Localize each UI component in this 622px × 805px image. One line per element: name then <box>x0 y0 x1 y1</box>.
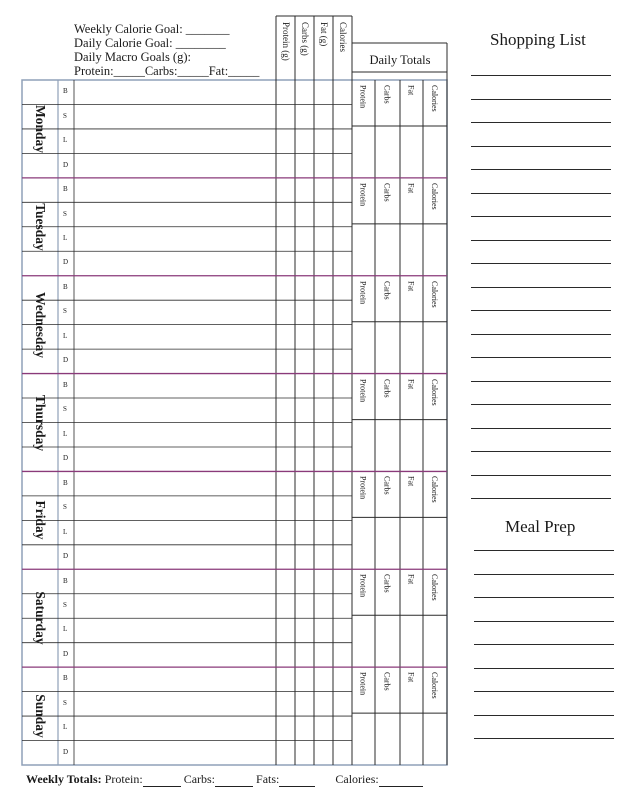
day-name-wednesday: Wednesday <box>33 291 48 358</box>
meal-entry-field[interactable] <box>75 497 275 519</box>
shopping-list-line[interactable] <box>471 381 611 382</box>
meal-label: S <box>63 111 67 120</box>
meal-entry-field[interactable] <box>75 350 275 372</box>
daily-total-label: Fat <box>406 476 416 487</box>
meal-label: D <box>63 258 69 267</box>
meal-entry-field[interactable] <box>75 252 275 274</box>
daily-total-label: Carbs <box>382 476 392 496</box>
shopping-list-line[interactable] <box>471 75 611 76</box>
daily-total-label: Protein <box>358 574 368 598</box>
shopping-list-line[interactable] <box>471 169 611 170</box>
daily-macro-goals-label: Daily Macro Goals (g): <box>74 50 191 64</box>
daily-total-label: Carbs <box>382 672 392 691</box>
meal-entry-field[interactable] <box>75 326 275 348</box>
meal-entry-field[interactable] <box>75 105 275 127</box>
meal-entry-field[interactable] <box>75 130 275 152</box>
weekly-calories-field[interactable] <box>379 775 423 787</box>
daily-total-label: Carbs <box>382 378 392 398</box>
column-header: Carbs (g) <box>300 22 310 56</box>
weekly-calories-label: Calories: <box>335 772 379 786</box>
meal-prep-line[interactable] <box>474 597 614 598</box>
weekly-totals-label: Weekly Totals: <box>26 772 102 786</box>
meal-prep-line[interactable] <box>474 668 614 669</box>
day-name-monday: Monday <box>33 104 48 153</box>
meal-label: B <box>63 380 68 389</box>
meal-entry-field[interactable] <box>75 472 275 494</box>
shopping-list-line[interactable] <box>471 240 611 241</box>
meal-label: S <box>63 600 67 609</box>
macro-goal-fields[interactable]: Protein:_____Carbs:_____Fat:_____ <box>74 64 260 78</box>
shopping-list-line[interactable] <box>471 287 611 288</box>
day-name-thursday: Thursday <box>33 394 48 451</box>
meal-prep-line[interactable] <box>474 574 614 575</box>
meal-entry-field[interactable] <box>75 399 275 421</box>
daily-total-label: Calories <box>430 672 439 699</box>
meal-entry-field[interactable] <box>75 546 275 568</box>
day-name-saturday: Saturday <box>33 591 48 645</box>
column-header: Protein (g) <box>281 22 291 61</box>
daily-total-label: Carbs <box>382 574 392 593</box>
meal-label: L <box>63 331 68 340</box>
column-header: Fat (g) <box>319 22 329 47</box>
meal-label: D <box>63 454 69 463</box>
daily-total-label: Fat <box>406 85 416 96</box>
meal-entry-field[interactable] <box>75 375 275 397</box>
shopping-list-line[interactable] <box>471 263 611 264</box>
daily-total-label: Fat <box>406 182 416 194</box>
meal-entry-field[interactable] <box>75 424 275 446</box>
daily-total-label: Protein <box>358 280 368 304</box>
daily-total-label: Calories <box>430 574 439 601</box>
meal-entry-field[interactable] <box>75 81 275 103</box>
shopping-list-line[interactable] <box>471 193 611 194</box>
daily-total-label: Protein <box>358 85 368 109</box>
day-name-tuesday: Tuesday <box>33 203 48 251</box>
shopping-list-line[interactable] <box>471 475 611 476</box>
meal-prep-line[interactable] <box>474 715 614 716</box>
meal-label: L <box>63 527 68 536</box>
daily-total-label: Fat <box>406 378 416 389</box>
daily-total-label: Protein <box>358 476 368 500</box>
meal-entry-field[interactable] <box>75 154 275 176</box>
weekly-fats-label: Fats: <box>256 772 280 786</box>
meal-label: L <box>63 429 68 438</box>
meal-label: L <box>63 723 68 732</box>
daily-total-label: Fat <box>406 672 416 683</box>
meal-label: S <box>63 503 67 512</box>
shopping-list-line[interactable] <box>471 122 611 123</box>
meal-label: B <box>63 87 68 96</box>
daily-total-label: Protein <box>358 672 368 696</box>
shopping-list-line[interactable] <box>471 334 611 335</box>
daily-total-label: Protein <box>358 378 368 402</box>
daily-total-label: Carbs <box>382 182 392 202</box>
meal-prep-line[interactable] <box>474 691 614 692</box>
shopping-list-line[interactable] <box>471 310 611 311</box>
meal-entry-field[interactable] <box>75 179 275 201</box>
meal-prep-line[interactable] <box>474 550 614 551</box>
meal-label: S <box>63 405 67 414</box>
weekly-totals <box>26 772 423 787</box>
meal-label: D <box>63 356 69 365</box>
meal-entry-field[interactable] <box>75 570 275 592</box>
daily-totals-title: Daily Totals <box>369 53 431 67</box>
shopping-list-title: Shopping List <box>490 30 586 49</box>
meal-label: B <box>63 185 68 194</box>
meal-label: S <box>63 209 67 218</box>
column-header: Calories <box>338 22 348 52</box>
shopping-list-line[interactable] <box>471 146 611 147</box>
meal-label: S <box>63 698 67 707</box>
meal-label: B <box>63 478 68 487</box>
weekly-carbs-field[interactable] <box>215 775 253 787</box>
meal-label: D <box>63 747 69 756</box>
meal-entry-field[interactable] <box>75 717 275 739</box>
meal-label: L <box>63 234 68 243</box>
shopping-list-line[interactable] <box>471 451 611 452</box>
day-name-sunday: Sunday <box>33 694 48 738</box>
daily-total-label: Calories <box>430 182 439 210</box>
daily-total-label: Calories <box>430 378 439 406</box>
meal-prep-title: Meal Prep <box>505 517 576 536</box>
meal-label: L <box>63 625 68 634</box>
weekly-protein-label: Protein: <box>104 772 143 786</box>
daily-total-label: Fat <box>406 280 416 291</box>
shopping-list-line[interactable] <box>471 216 611 217</box>
meal-label: D <box>63 160 69 169</box>
meal-entry-field[interactable] <box>75 521 275 543</box>
meal-entry-field[interactable] <box>75 619 275 641</box>
meal-label: B <box>63 282 68 291</box>
meal-entry-field[interactable] <box>75 742 275 764</box>
meal-label: L <box>63 136 68 145</box>
weekly-protein-field[interactable] <box>143 775 181 787</box>
shopping-list-line[interactable] <box>471 498 611 499</box>
shopping-list-line[interactable] <box>471 99 611 100</box>
daily-total-label: Calories <box>430 85 439 112</box>
meal-label: D <box>63 649 69 658</box>
shopping-list-line[interactable] <box>471 404 611 405</box>
daily-total-label: Carbs <box>382 85 392 104</box>
daily-total-label: Protein <box>358 182 368 206</box>
meal-entry-field[interactable] <box>75 595 275 617</box>
daily-total-label: Fat <box>406 574 416 585</box>
weekly-calorie-goal[interactable]: Weekly Calorie Goal: _______ <box>74 22 230 36</box>
meal-prep-line[interactable] <box>474 644 614 645</box>
weekly-fats-field[interactable] <box>279 775 315 787</box>
shopping-list-line[interactable] <box>471 428 611 429</box>
meal-prep-line[interactable] <box>474 738 614 739</box>
shopping-list-line[interactable] <box>471 357 611 358</box>
daily-total-label: Calories <box>430 476 439 504</box>
daily-total-label: Carbs <box>382 280 392 300</box>
daily-calorie-goal[interactable]: Daily Calorie Goal: ________ <box>74 36 226 50</box>
meal-entry-field[interactable] <box>75 277 275 299</box>
meal-entry-field[interactable] <box>75 644 275 666</box>
meal-label: S <box>63 307 67 316</box>
meal-entry-field[interactable] <box>75 668 275 690</box>
day-name-friday: Friday <box>33 500 48 540</box>
meal-entry-field[interactable] <box>75 228 275 250</box>
meal-label: B <box>63 674 68 683</box>
meal-entry-field[interactable] <box>75 301 275 323</box>
meal-entry-field[interactable] <box>75 203 275 225</box>
meal-label: D <box>63 552 69 561</box>
weekly-carbs-label: Carbs: <box>183 772 216 786</box>
meal-label: B <box>63 576 68 585</box>
meal-prep-line[interactable] <box>474 621 614 622</box>
daily-total-label: Calories <box>430 280 439 308</box>
meal-entry-field[interactable] <box>75 693 275 715</box>
meal-entry-field[interactable] <box>75 448 275 470</box>
